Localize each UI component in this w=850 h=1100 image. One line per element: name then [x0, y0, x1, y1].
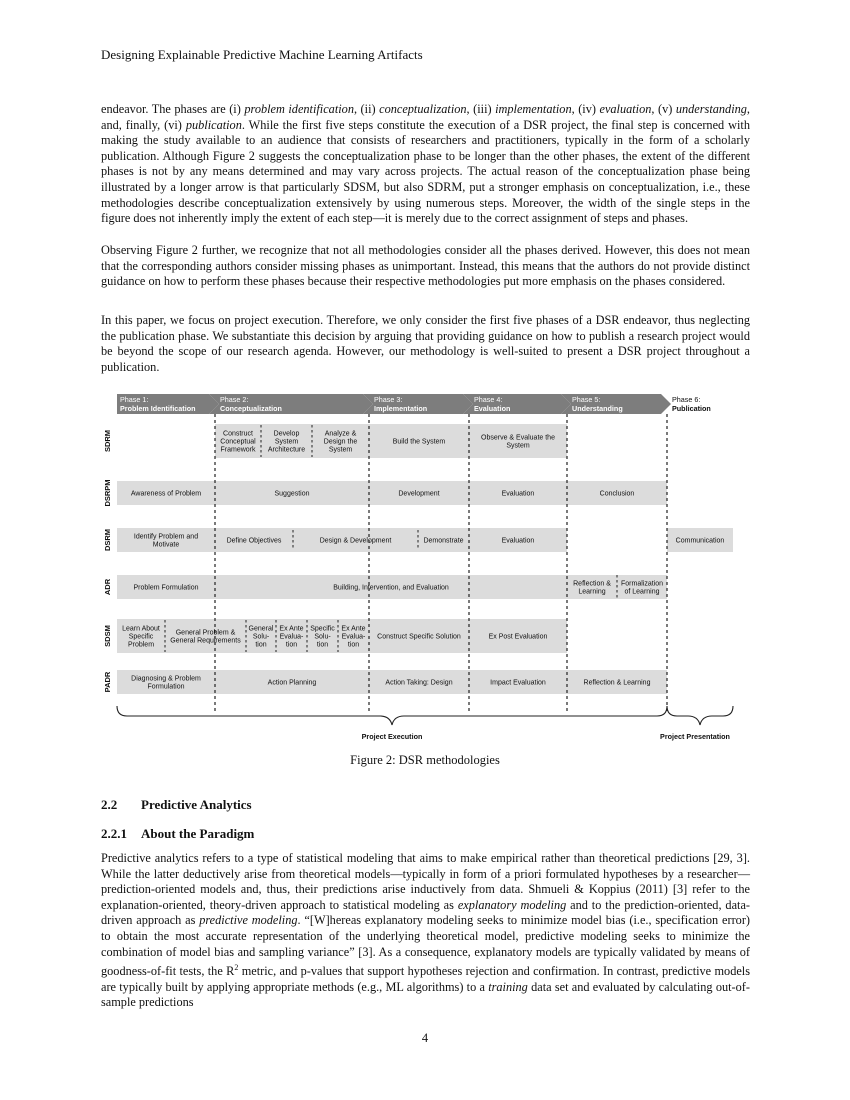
subsection-heading: 2.2.1 About the Paradigm: [101, 826, 255, 841]
figure-caption: Figure 2: DSR methodologies: [350, 753, 500, 767]
section-heading: 2.2 Predictive Analytics: [101, 797, 252, 812]
step-label: Specific Solu-tion: [310, 625, 335, 649]
row-label-padr: PADR: [103, 671, 112, 693]
step-label: Ex Ante Evalua-tion: [279, 625, 304, 649]
step-label: Define Objectives: [226, 537, 282, 545]
step-label: Construct Specific Solution: [377, 633, 461, 641]
step-label: Impact Evaluation: [490, 679, 546, 687]
phase-number: Phase 5:: [572, 395, 601, 404]
step-label: Reflection & Learning: [573, 580, 611, 596]
step-label: General Problem & General Requirements: [170, 629, 241, 645]
step-label: Ex Ante Evalua-tion: [341, 625, 366, 649]
page-number: 4: [421, 1031, 429, 1045]
phase-number: Phase 4:: [474, 395, 503, 404]
step-label: Formalization of Learning: [620, 580, 664, 596]
paragraph-phases: endeavor. The phases are (i) problem identification, (ii) conceptualization, (iii) implementation, (iv) evaluation, (v) understanding, and, finally, (vi) publication. While the first five steps constitute the execution of a DSR project, the final step is concerned with making the study available to an audience that consists of researchers and practitioners, typically in the form of a scholarly publication. Although Figure 2 suggests the conceptualization phase to be longer than the other phases, the extent of the different phases is not by any means determined and may vary across projects. The actual reason of the conceptualization phase being illustrated by a longer arrow is that particularly SDSM, but also SDRM, put a stronger emphasis on conceptualization, i.e., these methodologies describe conceptualization extensively by using numerous steps. Moreover, the width of the single steps in the figure does not inherently imply the extent of each step—it is merely due to the correct assignment of steps and phases.: [101, 102, 750, 226]
brace-label-presentation: Project Presentation: [660, 732, 730, 741]
phase-name: Conceptualization: [220, 404, 282, 413]
paragraph-focus: In this paper, we focus on project execution. Therefore, we only consider the first five phases of a DSR endeavor, thus neglecting the publication phase. We substantiate this decision by arguing that providing guidance on how to publish a research project would be beyond the scope of our research agenda. However, our methodology is well-suited to present a DSR project throughout a publication.: [101, 313, 750, 374]
step-label: Observe & Evaluate the System: [481, 434, 555, 450]
step-label: Construct Conceptual Framework: [220, 430, 256, 454]
step-label: Develop System Architecture: [267, 430, 306, 454]
paragraph-observing: Observing Figure 2 further, we recognize that not all methodologies consider all the phases derived. However, this does not mean that the corresponding authors consider missing phases as unimportant. Instead, this means that the authors do not provide distinct guidance on how to perform these phases because their respective methodologies put more emphasis on the phases considered.: [101, 243, 750, 289]
brace-project-execution: [117, 706, 667, 725]
step-label: Design & Development: [319, 537, 392, 545]
phase-name: Problem Identification: [120, 404, 196, 413]
step-label: Identify Problem and Motivate: [133, 533, 199, 549]
row-label-sdsm: SDSM: [103, 625, 112, 647]
step-label: Evaluation: [501, 537, 535, 545]
brace-project-presentation: [667, 706, 733, 725]
step-label: Analyze & Design the System: [323, 430, 358, 454]
step-label: Reflection & Learning: [583, 679, 651, 687]
row-label-adr: ADR: [103, 578, 112, 596]
step-label: Evaluation: [501, 490, 535, 498]
step-label: Action Taking: Design: [385, 679, 453, 687]
step-label: Communication: [675, 537, 725, 545]
step-label: Demonstrate: [423, 537, 464, 545]
row-label-dsrm: DSRM: [103, 528, 112, 552]
step-label: General Solu-tion: [248, 625, 274, 649]
phase-number: Phase 1:: [120, 395, 149, 404]
step-label: Build the System: [392, 438, 446, 446]
running-header: Designing Explainable Predictive Machine Learning Artifacts: [101, 47, 423, 62]
brace-label-execution: Project Execution: [361, 732, 423, 741]
phase-number: Phase 3:: [374, 395, 403, 404]
step-label: Development: [398, 490, 440, 498]
row-label-sdrm: SDRM: [103, 429, 112, 453]
phase-number: Phase 6:: [672, 395, 701, 404]
phase-name: Implementation: [374, 404, 428, 413]
paragraph-predictive-analytics: Predictive analytics refers to a type of statistical modeling that aims to make empirical rather than theoretical predictions [29, 3]. While the latter deductively arise from theoretical models—typically in form of a priori formulated hypotheses by a researcher—prediction-oriented models and, thus, their predictions arise inductively from data. Shmueli & Koppius (2011) [3] refer to the explanation-oriented, theory-driven approach to statistical modeling as explanatory modeling and to the prediction-oriented, data-driven approach as predictive modeling. “[W]hereas explanatory modeling seeks to minimize model bias (i.e., specification error) to obtain the most accurate representation of the underlying theoretical model, predictive modeling seeks to minimize the combination of model bias and sampling variance” [3]. As a consequence, explanatory models are typically validated by means of goodness-of-fit tests, the $R^2$ metric, and p-values that support hypotheses rejection and confirmation. In contrast, predictive models are typically built by applying appropriate methods (e.g., ML algorithms) to a training data set and evaluated by calculating out-of-sample predictions: [101, 851, 751, 1010]
step-label: Problem Formulation: [133, 584, 199, 592]
step-label: Conclusion: [599, 490, 635, 498]
step-label: Action Planning: [267, 679, 317, 687]
step-label: Awareness of Problem: [130, 490, 202, 498]
phase-name: Understanding: [572, 404, 623, 413]
step-label: Suggestion: [274, 490, 310, 498]
step-label: Learn About Specific Problem: [122, 625, 160, 649]
phase-number: Phase 2:: [220, 395, 249, 404]
row-label-dsrpm: DSRPM: [103, 479, 112, 507]
step-label: Diagnosing & Problem Formulation: [131, 675, 201, 691]
step-label: Building, Intervention, and Evaluation: [333, 584, 449, 592]
step-label: Ex Post Evaluation: [488, 633, 548, 641]
phase-name: Evaluation: [474, 404, 511, 413]
phase-name: Publication: [672, 404, 711, 413]
